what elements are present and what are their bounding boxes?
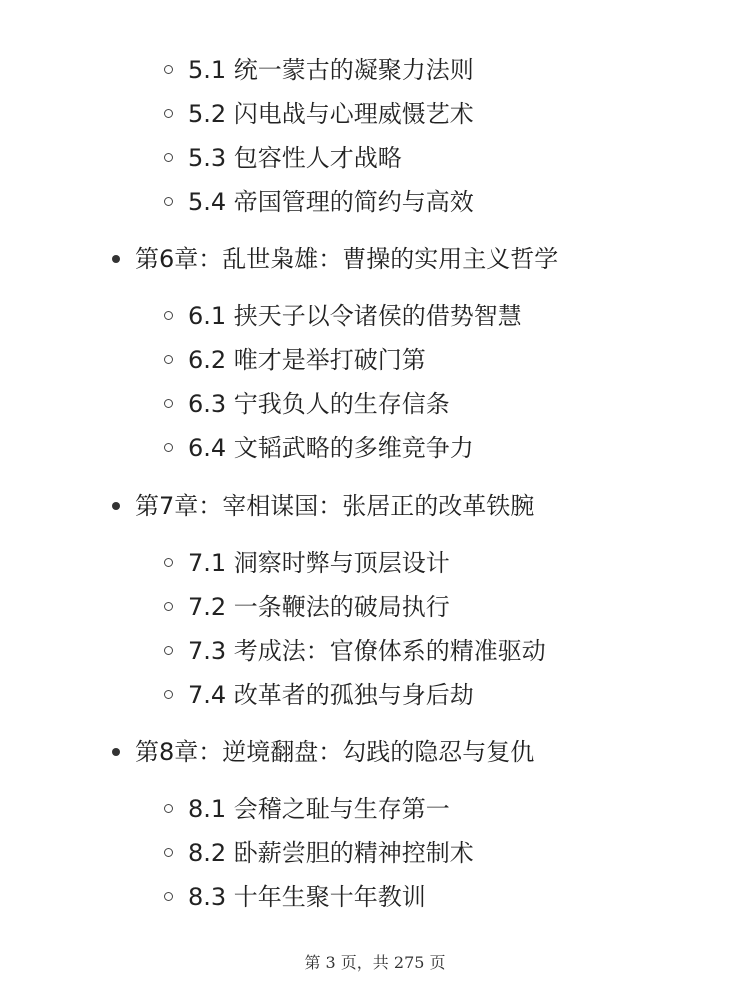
toc-entry-text: 6.1 挟天子以令诸侯的借势智慧	[188, 302, 522, 330]
toc-entry-text: 8.3 十年生聚十年教训	[188, 883, 426, 911]
hollow-bullet-icon	[164, 602, 173, 611]
hollow-bullet-icon	[164, 197, 173, 206]
toc-subsection-7-2[interactable]	[188, 587, 450, 627]
toc-subsection-6-3[interactable]	[188, 384, 450, 424]
toc-entry-text: 7.2 一条鞭法的破局执行	[188, 593, 450, 621]
solid-bullet-icon	[112, 502, 120, 510]
toc-entry-text: 6.3 宁我负人的生存信条	[188, 390, 450, 418]
toc-subsection-7-4[interactable]	[188, 675, 474, 715]
toc-subsection-5-4[interactable]	[188, 182, 474, 222]
hollow-bullet-icon	[164, 355, 173, 364]
toc-subsection-7-3[interactable]	[188, 631, 546, 671]
toc-subsection-8-1[interactable]	[188, 789, 450, 829]
hollow-bullet-icon	[164, 690, 173, 699]
hollow-bullet-icon	[164, 443, 173, 452]
hollow-bullet-icon	[164, 399, 173, 408]
page-indicator: 第 3 页，共 275 页	[304, 953, 446, 972]
toc-subsection-8-2[interactable]	[188, 833, 474, 873]
toc-entry-text: 7.1 洞察时弊与顶层设计	[188, 549, 450, 577]
toc-entry-text: 第6章：乱世枭雄：曹操的实用主义哲学	[135, 245, 559, 273]
toc-entry-text: 8.1 会稽之耻与生存第一	[188, 795, 450, 823]
toc-subsection-5-3[interactable]	[188, 138, 402, 178]
hollow-bullet-icon	[164, 65, 173, 74]
solid-bullet-icon	[112, 255, 120, 263]
toc-subsection-5-1[interactable]	[188, 50, 474, 90]
toc-chapter-7[interactable]	[135, 486, 534, 526]
toc-chapter-8[interactable]	[135, 732, 534, 772]
toc-entry-text: 第7章：宰相谋国：张居正的改革铁腕	[135, 492, 535, 520]
toc-entry-text: 6.4 文韬武略的多维竞争力	[188, 434, 474, 462]
toc-subsection-5-2[interactable]	[188, 94, 474, 134]
toc-entry-text: 5.1 统一蒙古的凝聚力法则	[188, 56, 474, 84]
toc-subsection-6-2[interactable]	[188, 340, 426, 380]
hollow-bullet-icon	[164, 558, 173, 567]
hollow-bullet-icon	[164, 892, 173, 901]
hollow-bullet-icon	[164, 848, 173, 857]
toc-entry-text: 5.2 闪电战与心理威慑艺术	[188, 100, 474, 128]
hollow-bullet-icon	[164, 804, 173, 813]
hollow-bullet-icon	[164, 153, 173, 162]
toc-subsection-8-3[interactable]	[188, 877, 426, 917]
toc-entry-text: 5.3 包容性人才战略	[188, 144, 402, 172]
toc-subsection-7-1[interactable]	[188, 543, 450, 583]
toc-entry-text: 8.2 卧薪尝胆的精神控制术	[188, 839, 474, 867]
toc-entry-text: 7.4 改革者的孤独与身后劫	[188, 681, 474, 709]
hollow-bullet-icon	[164, 311, 173, 320]
toc-entry-text: 第8章：逆境翻盘：勾践的隐忍与复仇	[135, 738, 535, 766]
toc-entry-text: 6.2 唯才是举打破门第	[188, 346, 426, 374]
toc-entry-text: 7.3 考成法：官僚体系的精准驱动	[188, 637, 546, 665]
hollow-bullet-icon	[164, 646, 173, 655]
toc-chapter-6[interactable]	[135, 239, 558, 279]
toc-subsection-6-4[interactable]	[188, 428, 474, 468]
toc-subsection-6-1[interactable]	[188, 296, 522, 336]
solid-bullet-icon	[112, 748, 120, 756]
hollow-bullet-icon	[164, 109, 173, 118]
toc-entry-text: 5.4 帝国管理的简约与高效	[188, 188, 474, 216]
